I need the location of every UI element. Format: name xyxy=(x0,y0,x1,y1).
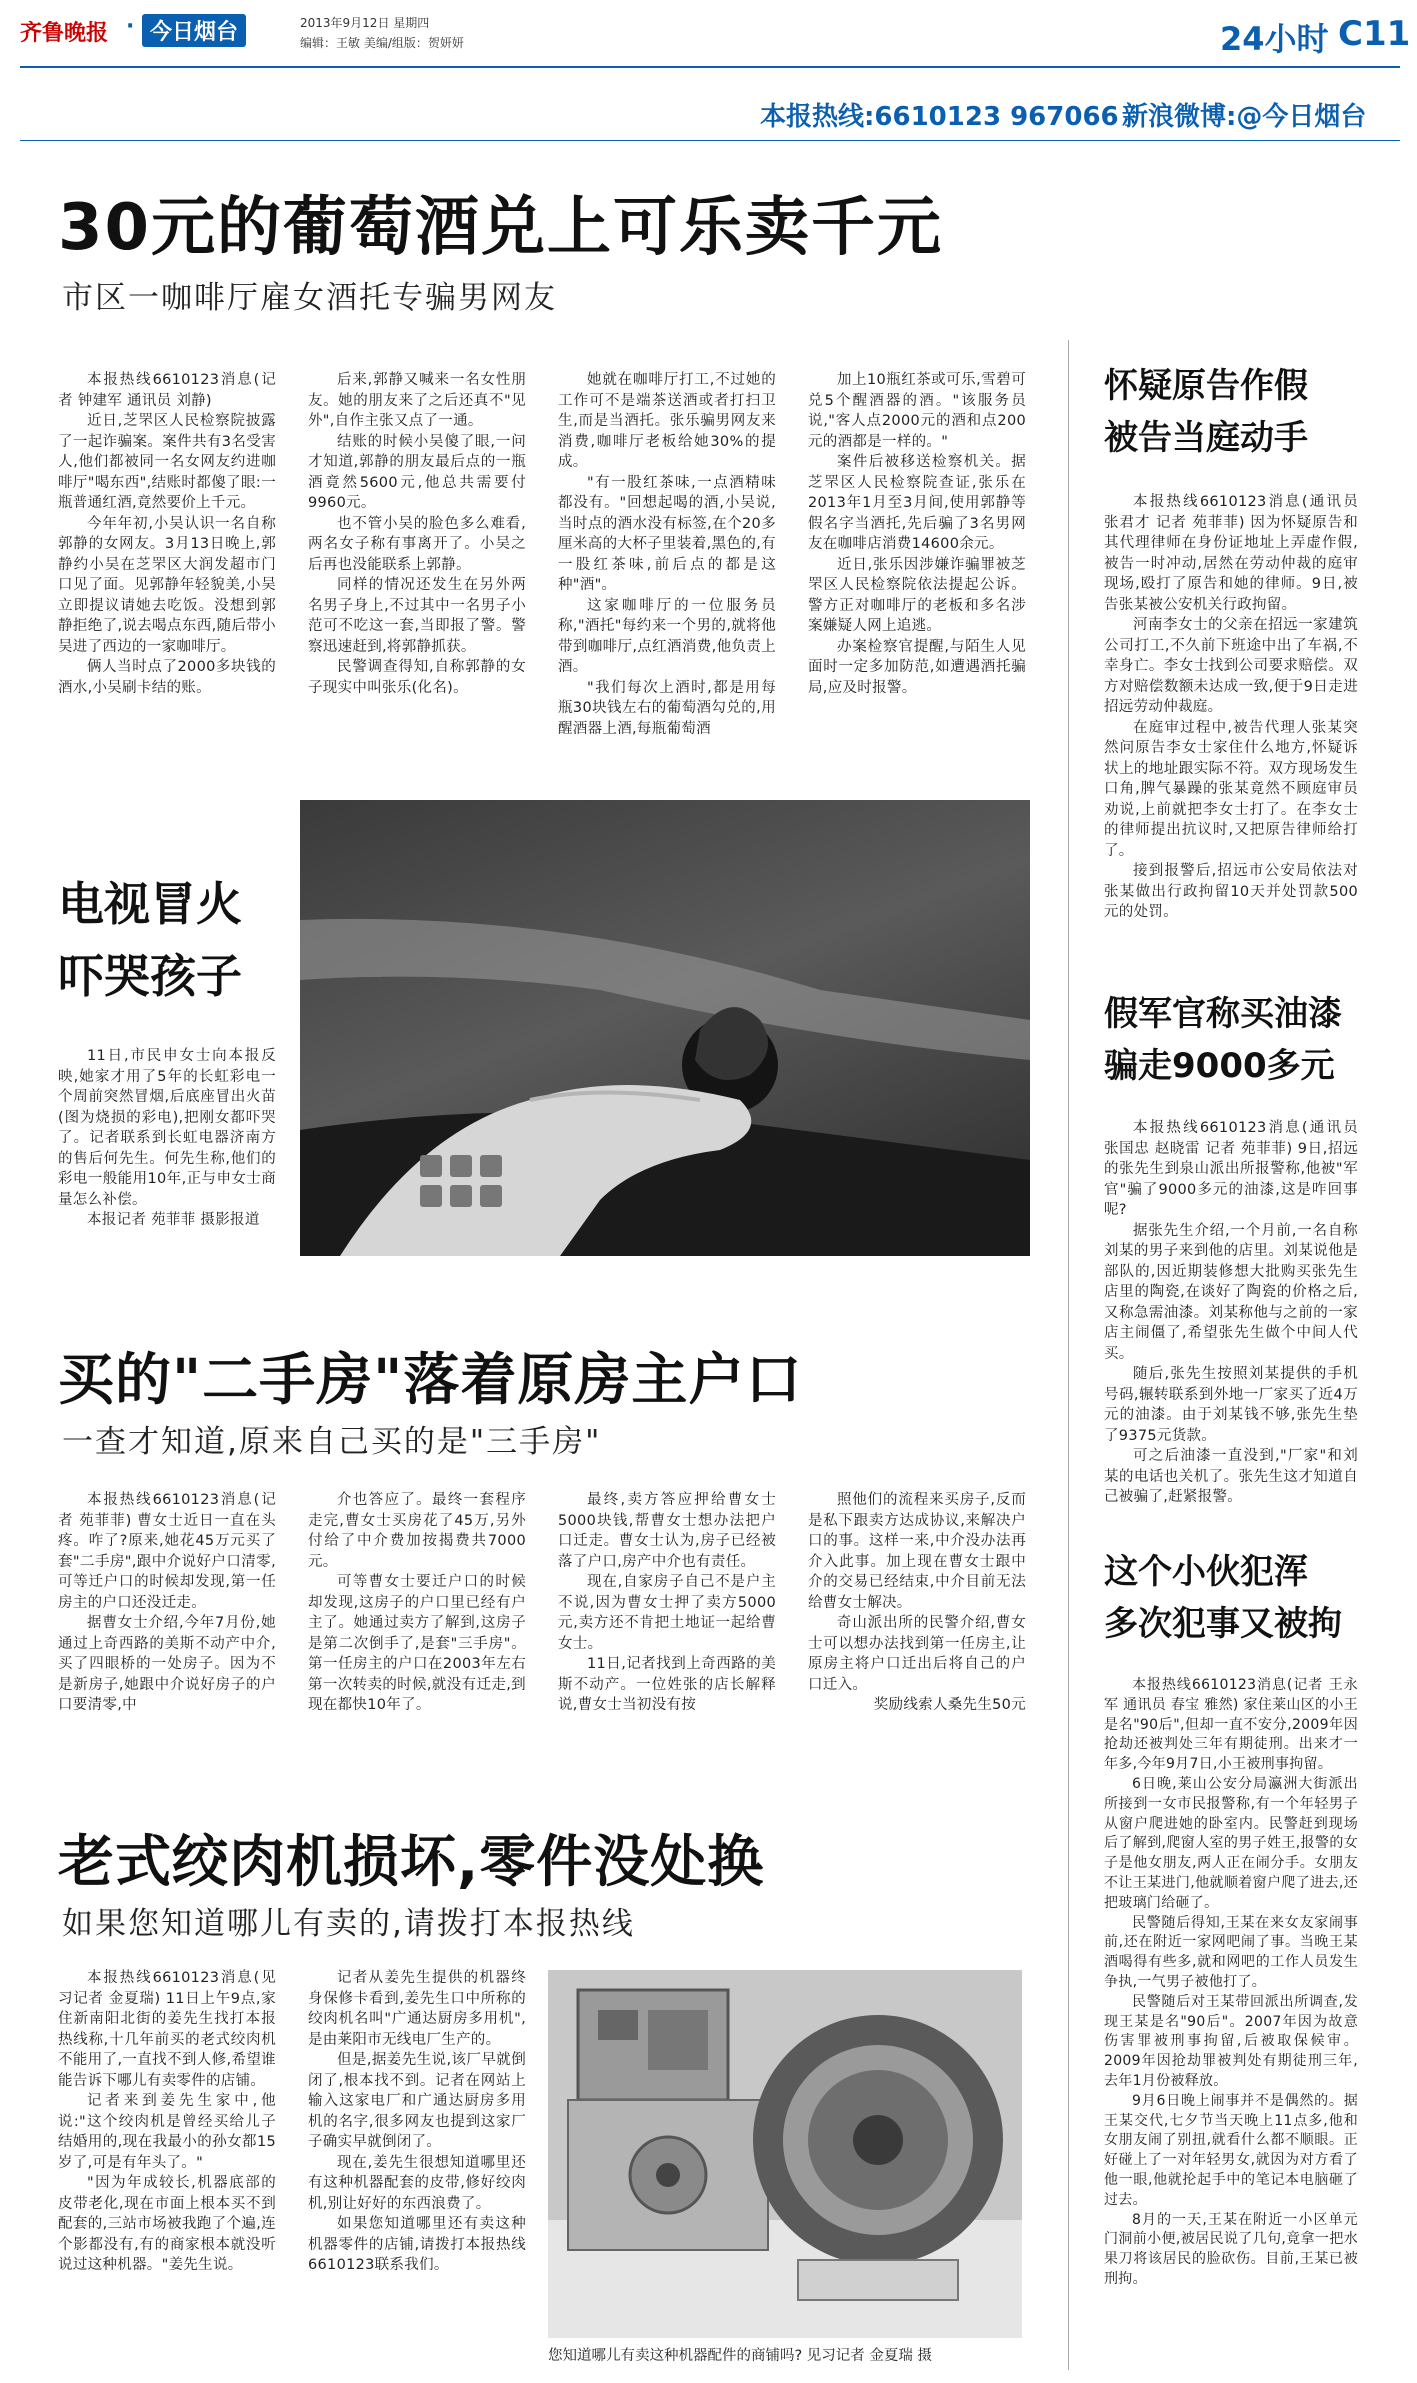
side2-headline xyxy=(1104,988,1342,1092)
paragraph: 但是,据姜先生说,该厂早就倒闭了,根本找不到。记者在网站上输入这家电厂和广通达厨房多用机的名字,很多网友也提到这家厂子确实早就倒闭了。 xyxy=(308,2052,526,2150)
side3-body xyxy=(1104,1676,1358,2290)
headline-house: 买的"二手房"落着原房主户口 xyxy=(58,1348,803,1413)
story-wine-col1 xyxy=(58,370,276,698)
paragraph: 也不管小吴的脸色多么难看,两名女子称有事离开了。小吴之后再也没能联系上郭静。 xyxy=(308,515,526,573)
paragraph: "因为年成较长,机器底部的皮带老化,现在市面上根本买不到配套的,三站市场被我跑了个遍,连个影都没有,有的商家根本就没听说过这种机器。"姜先生说。 xyxy=(58,2175,276,2273)
side1-headline xyxy=(1104,360,1308,464)
editors-line: 编辑：王敏 美编/组版：贺妍妍 xyxy=(300,36,464,50)
paragraph: 最终,卖方答应押给曹女士5000块钱,帮曹女士想办法把户口迁走。曹女士认为,房子已经被落了户口,房产中介也有责任。 xyxy=(558,1492,776,1570)
paragraph: 办案检察官提醒,与陌生人见面时一定多加防范,如遭遇酒托骗局,应及时报警。 xyxy=(808,638,1026,696)
paragraph: 记者来到姜先生家中,他说:"这个绞肉机是曾经买给儿子结婚用的,现在我最小的孙女都15岁了,可是有年头了。" xyxy=(58,2093,276,2171)
paragraph: 河南李女士的父亲在招远一家建筑公司打工,不久前下班途中出了车祸,不幸身亡。李女士找到公司要求赔偿。双方对赔偿数额未达成一致,便于9日走进招远劳动仲裁庭。 xyxy=(1104,617,1358,715)
page-label: 24小时 xyxy=(1220,20,1329,58)
paragraph: 照他们的流程来买房子,反而是私下跟卖方达成协议,来解决户口的事。这样一来,中介没办法再介入此事。加上现在曹女士跟中介的交易已经结束,中介目前无法给曹女士解决。 xyxy=(808,1492,1026,1611)
side2-body xyxy=(1104,1118,1358,1508)
side1-headline-line2: 被告当庭动手 xyxy=(1104,418,1308,458)
side3-headline xyxy=(1104,1546,1342,1650)
paragraph: 案件后被移送检察机关。据芝罘区人民检察院查证,张乐在2013年1月至3月间,使用郭静等假名字当酒托,先后骗了3名男网友在咖啡店消费14600余元。 xyxy=(808,454,1026,552)
paragraph: 现在,姜先生很想知道哪里还有这种机器配套的皮带,修好绞肉机,别让好好的东西浪费了。 xyxy=(308,2154,526,2212)
paragraph: 在庭审过程中,被告代理人张某突然问原告李女士家住什么地方,怀疑诉状上的地址跟实际不符。双方现场发生口角,脾气暴躁的张某竟然不顾庭审员劝说,上前就把李女士打了。在李女士的律师提出抗议时,又把原告律师给打了。 xyxy=(1104,719,1358,859)
story-house-col1 xyxy=(58,1490,276,1716)
weibo-text: 新浪微博:@今日烟台 xyxy=(1122,102,1367,132)
paragraph: 本报热线6610123消息(通讯员 张君才 记者 苑菲菲) 因为怀疑原告和其代理律师在身份证地址上弄虚作假,被告一时冲动,居然在劳动仲裁的庭审现场,殴打了原告和她的律师。9日,被告张某被公安机关行政拘留。 xyxy=(1104,494,1358,613)
hotline-rule xyxy=(20,140,1400,141)
paragraph: 可之后油漆一直没到,"厂家"和刘某的电话也关机了。张先生这才知道自己被骗了,赶紧报警。 xyxy=(1104,1448,1358,1505)
paragraph: 她就在咖啡厅打工,不过她的工作可不是端茶送酒或者打扫卫生,而是当酒托。张乐骗男网友来消费,咖啡厅老板给她30%的提成。 xyxy=(558,372,776,470)
paragraph: 民警随后得知,王某在来女友家闹事前,还在附近一家网吧闹了事。当晚王某酒喝得有些多,就和网吧的工作人员发生争执,一气男子被他打了。 xyxy=(1104,1914,1358,1990)
side2-headline-line1: 假军官称买油漆 xyxy=(1104,994,1342,1034)
subhead-grinder: 如果您知道哪儿有卖的,请拨打本报热线 xyxy=(62,1906,635,1942)
sidebar-divider xyxy=(1068,340,1069,2370)
paragraph: 本报热线6610123消息(通讯员 张国忠 赵晓雷 记者 苑菲菲) 9日,招远的张先生到泉山派出所报警称,他被"军官"骗了9000多元的油漆,这是咋回事呢? xyxy=(1104,1120,1358,1218)
paragraph: 6日晚,莱山公安分局瀛洲大街派出所接到一女市民报警称,有一个年轻男子从窗户爬进她的卧室内。民警赶到现场后了解到,爬窗人室的男子姓王,报警的女子是他女朋友,两人正在闹分手。女朋友不让王某进门,他就顺着窗户爬了进去,还把玻璃门给砸了。 xyxy=(1104,1775,1358,1911)
paragraph: 民警随后对王某带回派出所调查,发现王某是名"90后"。2007年因为故意伤害罪被刑事拘留,后被取保候审。2009年因抢劫罪被判处有期徒刑三年,去年1月份被释放。 xyxy=(1104,1993,1358,2089)
paragraph: 11日,记者找到上奇西路的美斯不动产。一位姓张的店长解释说,曹女士当初没有按 xyxy=(558,1656,776,1713)
paragraph: 今年年初,小吴认识一名自称郭静的女网友。3月13日晚上,郭静约小吴在芝罘区大润发超市门口见了面。见郭静年轻貌美,小吴立即提议请她去吃饭。没想到郭静拒绝了,说去喝点东西,随后带小吴进了西边的一家咖啡厅。 xyxy=(58,515,276,655)
tv-photo xyxy=(300,800,1030,1256)
hotline-bar xyxy=(0,96,1417,136)
paragraph: 据曹女士介绍,今年7月份,她通过上奇西路的美斯不动产中介,买了四眼桥的一处房子。因为不是新房子,她跟中介说好房子的户口要清零,中 xyxy=(58,1615,276,1713)
paragraph: 近日,芝罘区人民检察院披露了一起诈骗案。案件共有3名受害人,他们都被同一名女网友约进咖啡厅"喝东西",结账时都傻了眼:一瓶普通红酒,竟然要价上千元。 xyxy=(58,413,276,511)
story-house-col3 xyxy=(558,1490,776,1716)
paragraph: 11日,市民申女士向本报反映,她家才用了5年的长虹彩电一个周前突然冒烟,后底座冒出火苗(图为烧损的彩电),把刚女都吓哭了。记者联系到长虹电器济南方的售后何先生。何先生称,他们的彩电一般能用10年,正与申女士商量怎么补偿。 xyxy=(58,1048,276,1208)
paragraph: "我们每次上酒时,都是用每瓶30块钱左右的葡萄酒勾兑的,用醒酒器上酒,每瓶葡萄酒 xyxy=(558,679,776,737)
paragraph: 本报记者 苑菲菲 摄影报道 xyxy=(87,1212,260,1228)
story-wine-col4 xyxy=(808,370,1026,698)
paragraph: 9月6日晚上闹事并不是偶然的。据王某交代,七夕节当天晚上11点多,他和女朋友闹了别扭,就看什么都不顺眼。正好碰上了一对年轻男女,就因为对方看了他一眼,他就抡起手中的笔记本电脑砸了过去。 xyxy=(1104,2092,1358,2208)
grinder-photo-art xyxy=(548,1970,1022,2338)
paragraph: 记者从姜先生提供的机器终身保修卡看到,姜先生口中所称的绞肉机名叫"广通达厨房多用机",是由莱阳市无线电厂生产的。 xyxy=(308,1970,526,2048)
story-grinder-col2 xyxy=(308,1968,526,2276)
date-line: 2013年9月12日 星期四 xyxy=(300,16,430,30)
paragraph: 介也答应了。最终一套程序走完,曹女士买房花了45万,另外付给了中介费加按揭费共7000元。 xyxy=(308,1492,526,1570)
headline-grinder: 老式绞肉机损坏,零件没处换 xyxy=(58,1830,765,1895)
paragraph: 8月的一天,王某在附近一小区单元门洞前小便,被居民说了几句,竟拿一把水果刀将该居民的脸砍伤。目前,王某已被刑拘。 xyxy=(1104,2211,1358,2287)
story-house-col4 xyxy=(808,1490,1026,1716)
side1-body xyxy=(1104,492,1358,923)
story-tv-body xyxy=(58,1046,276,1231)
story-house-col2 xyxy=(308,1490,526,1716)
headline-tv-line1: 电视冒火 xyxy=(58,877,242,931)
side3-headline-line2: 多次犯事又被拘 xyxy=(1104,1604,1342,1644)
paragraph: 如果您知道哪里还有卖这种机器零件的店铺,请拨打本报热线6610123联系我们。 xyxy=(308,2216,526,2273)
paragraph: 随后,张先生按照刘某提供的手机号码,辗转联系到外地一厂家买了近4万元的油漆。由于刘某钱不够,张先生垫了9375元货款。 xyxy=(1104,1366,1358,1444)
tv-photo-art xyxy=(300,800,1030,1256)
paragraph: 后来,郭静又喊来一名女性朋友。她的朋友来了之后还真不"见外",自作主张又点了一通。 xyxy=(308,372,526,429)
section-name: 今日烟台 xyxy=(142,14,246,47)
subhead-wine: 市区一咖啡厅雇女酒托专骗男网友 xyxy=(62,280,557,316)
masthead-dot: · xyxy=(126,14,135,39)
page-number: C11 xyxy=(1338,14,1411,54)
grinder-photo-caption: 您知道哪儿有卖这种机器配件的商铺吗? 见习记者 金夏瑞 摄 xyxy=(548,2348,933,2364)
paragraph: 可等曹女士要迁户口的时候却发现,这房子的户口里已经有户主了。她通过卖方了解到,这房子是第二次倒手了,是套"三手房"。第一任房主的户口在2003年左右第一次转卖的时候,就没有迁走,到现在都快10年了。 xyxy=(308,1574,526,1713)
paragraph: 近日,张乐因涉嫌诈骗罪被芝罘区人民检察院依法提起公诉。警方正对咖啡厅的老板和多名涉案嫌疑人网上追逃。 xyxy=(808,556,1026,634)
reward-line: 奖励线索人桑先生50元 xyxy=(873,1697,1026,1713)
headline-tv-line2: 吓哭孩子 xyxy=(58,949,242,1003)
story-grinder-col1 xyxy=(58,1968,276,2276)
subhead-house: 一查才知道,原来自己买的是"三手房" xyxy=(62,1424,602,1460)
paragraph: 民警调查得知,自称郭静的女子现实中叫张乐(化名)。 xyxy=(308,659,526,696)
hotline-text: 本报热线:6610123 967066 xyxy=(760,102,1119,132)
paragraph: 同样的情况还发生在另外两名男子身上,不过其中一名男子小范可不吃这一套,当即报了警。警察迅速赶到,将郭静抓获。 xyxy=(308,577,526,655)
headline-tv xyxy=(58,868,242,1012)
masthead-rule xyxy=(20,66,1400,68)
paragraph: 本报热线6610123消息(见习记者 金夏瑞) 11日上午9点,家住新南阳北街的姜先生找打本报热线称,十几年前买的老式绞肉机不能用了,一直找不到人修,希望谁能告诉下哪儿有卖零件的店铺。 xyxy=(58,1970,276,2089)
paragraph: 接到报警后,招远市公安局依法对张某做出行政拘留10天并处罚款500元的处罚。 xyxy=(1104,863,1358,920)
paragraph: 据张先生介绍,一个月前,一名自称刘某的男子来到他的店里。刘某说他是部队的,因近期装修想大批购买张先生店里的陶瓷,在谈好了陶瓷的价格之后,又称急需油漆。刘某称他与之前的一家店主闹僵了,希望张先生做个中间人代买。 xyxy=(1104,1222,1358,1362)
masthead xyxy=(0,0,1417,66)
paragraph: 加上10瓶红茶或可乐,雪碧可兑5个醒酒器的酒。"该服务员说,"客人点2000元的酒和点200元的酒都是一样的。" xyxy=(808,372,1026,450)
story-wine-col2 xyxy=(308,370,526,698)
paper-name: 齐鲁晚报 xyxy=(20,20,109,46)
paragraph: "有一股红茶味,一点酒精味都没有。"回想起喝的酒,小吴说,当时点的酒水没有标签,在个20多厘米高的大杯子里装着,黑色的,有一股红茶味,前后点的都是这种"酒"。 xyxy=(558,474,776,593)
paragraph: 本报热线6610123消息(记者 苑菲菲) 曹女士近日一直在头疼。咋了?原来,她花45万元买了套"二手房",跟中介说好户口清零,可等迁户口的时候却发现,第一任房主的户口还没迁走。 xyxy=(58,1492,276,1611)
side3-headline-line1: 这个小伙犯浑 xyxy=(1104,1552,1308,1592)
side1-headline-line1: 怀疑原告作假 xyxy=(1104,366,1308,406)
paragraph: 本报热线6610123消息(记者 王永军 通讯员 春宝 雅然) 家住莱山区的小王是名"90后",但却一直不安分,2009年因抢劫还被判处三年有期徒刑。出来才一年多,今年9月7日,小王被刑事拘留。 xyxy=(1104,1677,1358,1773)
paragraph: 本报热线6610123消息(记者 钟建军 通讯员 刘静) xyxy=(58,372,276,409)
paragraph: 现在,自家房子自己不是户主不说,因为曹女士押了卖方5000元,卖方还不肯把土地证一起给曹女士。 xyxy=(558,1574,776,1652)
story-wine-col3 xyxy=(558,370,776,739)
paragraph: 俩人当时点了2000多块钱的酒水,小吴刷卡结的账。 xyxy=(58,659,276,696)
headline-wine: 30元的葡萄酒兑上可乐卖千元 xyxy=(58,191,944,265)
grinder-photo xyxy=(548,1970,1022,2338)
side2-headline-line2: 骗走9000多元 xyxy=(1104,1046,1335,1086)
paragraph: 这家咖啡厅的一位服务员称,"酒托"每约来一个男的,就将他带到咖啡厅,点红酒消费,他负责上酒。 xyxy=(558,597,776,675)
paragraph: 奇山派出所的民警介绍,曹女士可以想办法找到第一任房主,让原房主将户口迁出后将自己的户口迁入。 xyxy=(808,1615,1026,1693)
paragraph: 结账的时候小吴傻了眼,一问才知道,郭静的朋友最后点的一瓶酒竟然5600元,他总共需要付9960元。 xyxy=(308,433,526,511)
